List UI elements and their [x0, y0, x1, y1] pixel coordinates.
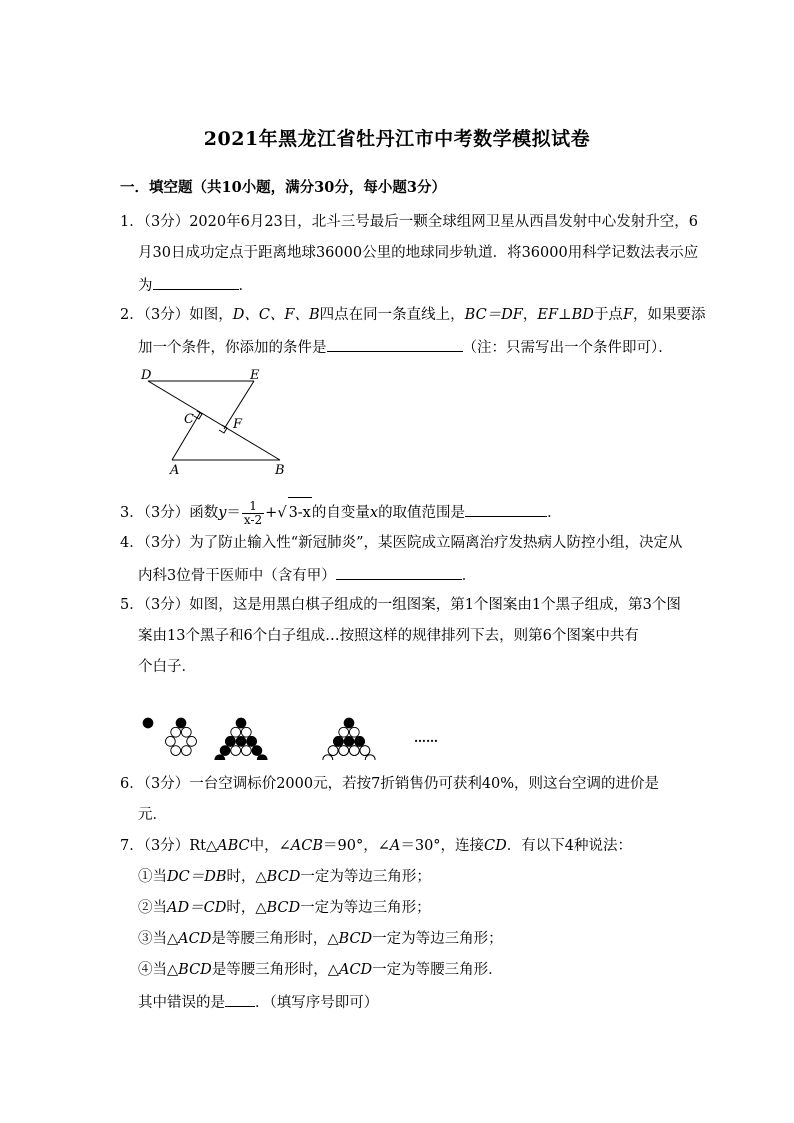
q5-figure [138, 680, 448, 760]
q2-line1 [120, 306, 706, 324]
q7-a: A [389, 838, 401, 854]
q7-text: 时，△ [226, 900, 267, 916]
q1-line1: 1．（3分）2020年6月23日，北斗三号最后一颗全球组网卫星从西昌发射中心发射升空，6 [120, 214, 699, 230]
label-a: A [170, 463, 180, 478]
q7-text: ．（填写序号即可） [255, 995, 379, 1011]
q6-line1: 6．（3分）一台空调标价2000元，若按7折销售仍可获利40%，则这台空调的进价是 [120, 776, 660, 792]
black-stone [236, 718, 246, 728]
q7-text: 时，△ [226, 869, 267, 885]
label-e: E [250, 368, 260, 383]
black-stone [344, 718, 354, 728]
q2-cond1: BC＝DF [464, 307, 523, 323]
q7-text: ＝30°，连接 [400, 838, 485, 854]
q7-text: 是等腰三角形时，△ [211, 962, 339, 978]
q4-text: 内科3位骨干医师中（含有甲） [138, 568, 336, 584]
black-stone [143, 718, 153, 728]
q7-text: ②当 [138, 900, 167, 916]
q7-text: 一定为等边三角形； [300, 900, 431, 916]
white-stone [328, 746, 338, 756]
q7-text: ④当△ [138, 962, 179, 978]
q2-text: ， [522, 307, 538, 323]
q2-text: 于点 [593, 307, 623, 323]
q7-text: 7．（3分）Rt△ [120, 838, 218, 854]
q7-line1 [120, 837, 632, 855]
q7-statement-1 [138, 868, 431, 886]
white-stone [339, 746, 349, 756]
q5-line2: 案由13个黑子和6个白子组成…按照这样的规律排列下去，则第6个图案中共有 [138, 628, 639, 644]
q7-statement-2 [138, 899, 431, 917]
black-stone [344, 736, 354, 746]
q7-text: BCD [338, 931, 373, 947]
q5-ellipsis: …… [414, 731, 438, 745]
white-stone [171, 727, 181, 737]
q7-statement-4 [138, 961, 503, 979]
q3-y: y [218, 505, 227, 521]
black-stone [236, 736, 246, 746]
q1-line3-prefix: 为 [138, 278, 153, 294]
q2-text: （注：只需写出一个条件即可）． [462, 340, 673, 356]
white-stone [365, 755, 375, 760]
q7-text: ．有以下4种说法： [506, 838, 633, 854]
q2-figure [136, 364, 296, 478]
q3-text: ． [547, 505, 562, 521]
q7-text: 一定为等边三角形； [300, 869, 431, 885]
q3-line [120, 497, 562, 528]
q2-text: 加一个条件，你添加的条件是 [138, 340, 327, 356]
q7-cd: CD [484, 838, 507, 854]
pattern-4 [312, 718, 385, 760]
white-stone [187, 736, 197, 746]
q7-text: ACD [338, 962, 373, 978]
white-stone [171, 746, 181, 756]
q4-text: ． [461, 568, 477, 584]
q2-answer-blank[interactable] [327, 337, 463, 352]
q7-abc: ABC [217, 838, 250, 854]
q3-text: 3．（3分）函数 [120, 505, 219, 521]
q7-text: ①当 [138, 869, 167, 885]
black-stone [247, 736, 257, 746]
q7-text: ACD [178, 931, 212, 947]
q3-answer-blank[interactable] [465, 502, 547, 517]
black-stone [220, 746, 230, 756]
white-stone [231, 727, 241, 737]
q7-acb: ACB [290, 838, 323, 854]
white-stone [181, 727, 191, 737]
q2-cond2: EF⊥BD [537, 307, 594, 323]
black-stone [252, 746, 262, 756]
pattern-2 [166, 718, 197, 755]
q2-line2 [138, 337, 673, 357]
label-b: B [275, 463, 285, 478]
q7-text: DC＝DB [167, 869, 227, 885]
q4-answer-blank[interactable] [336, 565, 462, 580]
q1-line2: 月30日成功定点于距离地球36000公里的地球同步轨道．将36000用科学记数法表示应 [138, 245, 699, 261]
q3-x: x [369, 505, 379, 521]
black-stone [226, 736, 236, 746]
q3-numerator: 1 [242, 500, 264, 514]
q1-line3-suffix: ． [238, 278, 253, 294]
q3-text: 的自变量 [311, 505, 370, 521]
pattern-3 [215, 718, 267, 760]
q7-text: AD＝CD [167, 900, 227, 916]
q3-eq: ＝ [226, 505, 241, 521]
black-stone [215, 755, 225, 760]
q3-sqrt-sign: √ [277, 505, 287, 521]
q7-text: ③当△ [138, 931, 179, 947]
label-d: D [141, 368, 152, 383]
q2-text: 四点在同一条直线上， [319, 307, 465, 323]
q2-points: D、C、F、B [232, 307, 320, 323]
q7-text: ＝90°，∠ [323, 838, 390, 854]
line-db [148, 381, 280, 460]
q3-text: 的取值范围是 [378, 505, 466, 521]
q2-point-f: F [622, 307, 633, 323]
section-heading: 一．填空题（共10小题，满分30分，每小题3分） [120, 179, 446, 196]
q1-answer-blank[interactable] [153, 275, 239, 290]
q3-radicand: 3-x [288, 497, 312, 528]
white-stone [323, 755, 333, 760]
q1-line3 [138, 275, 253, 295]
q2-text: ，如果要添 [633, 307, 706, 323]
white-stone [339, 727, 349, 737]
q7-text: 中，∠ [249, 838, 291, 854]
white-stone [241, 727, 251, 737]
white-stone [231, 746, 241, 756]
q6-line2: 元． [138, 807, 167, 823]
q3-plus: + [265, 505, 278, 521]
label-c: C [184, 412, 194, 427]
q7-text: 是等腰三角形时，△ [211, 931, 339, 947]
black-stone [355, 736, 365, 746]
label-f: F [233, 417, 243, 432]
black-stone [334, 736, 344, 746]
q5-line1: 5．（3分）如图，这是用黑白棋子组成的一组图案，第1个图案由1个黑子组成，第3个图 [120, 597, 681, 613]
q7-text: BCD [178, 962, 212, 978]
black-stone [176, 718, 186, 728]
q5-line3: 个白子． [138, 659, 196, 675]
q3-fraction [242, 500, 264, 527]
white-stone [241, 746, 251, 756]
q7-text: 其中错误的是 [138, 995, 225, 1011]
q7-text: BCD [266, 869, 301, 885]
white-stone [349, 746, 359, 756]
black-stone [257, 755, 267, 760]
q7-text: 一定为等腰三角形． [372, 962, 503, 978]
white-stone [360, 746, 370, 756]
q7-answer-line [138, 992, 378, 1012]
white-stone [349, 727, 359, 737]
page-title: 2021年黑龙江省牡丹江市中考数学模拟试卷 [203, 128, 591, 150]
q7-text: BCD [266, 900, 301, 916]
q7-statement-3 [138, 930, 503, 948]
q3-denominator: x-2 [243, 512, 263, 527]
pattern-1 [143, 718, 153, 728]
q2-text: 2．（3分）如图， [120, 307, 233, 323]
q7-text: 一定为等边三角形； [372, 931, 503, 947]
white-stone [181, 746, 191, 756]
q4-line1: 4．（3分）为了防止输入性“新冠肺炎”，某医院成立隔离治疗发热病人防控小组，决定从 [120, 535, 683, 551]
q4-line2 [138, 565, 476, 585]
white-stone [166, 736, 176, 746]
q7-answer-blank[interactable] [225, 992, 255, 1007]
